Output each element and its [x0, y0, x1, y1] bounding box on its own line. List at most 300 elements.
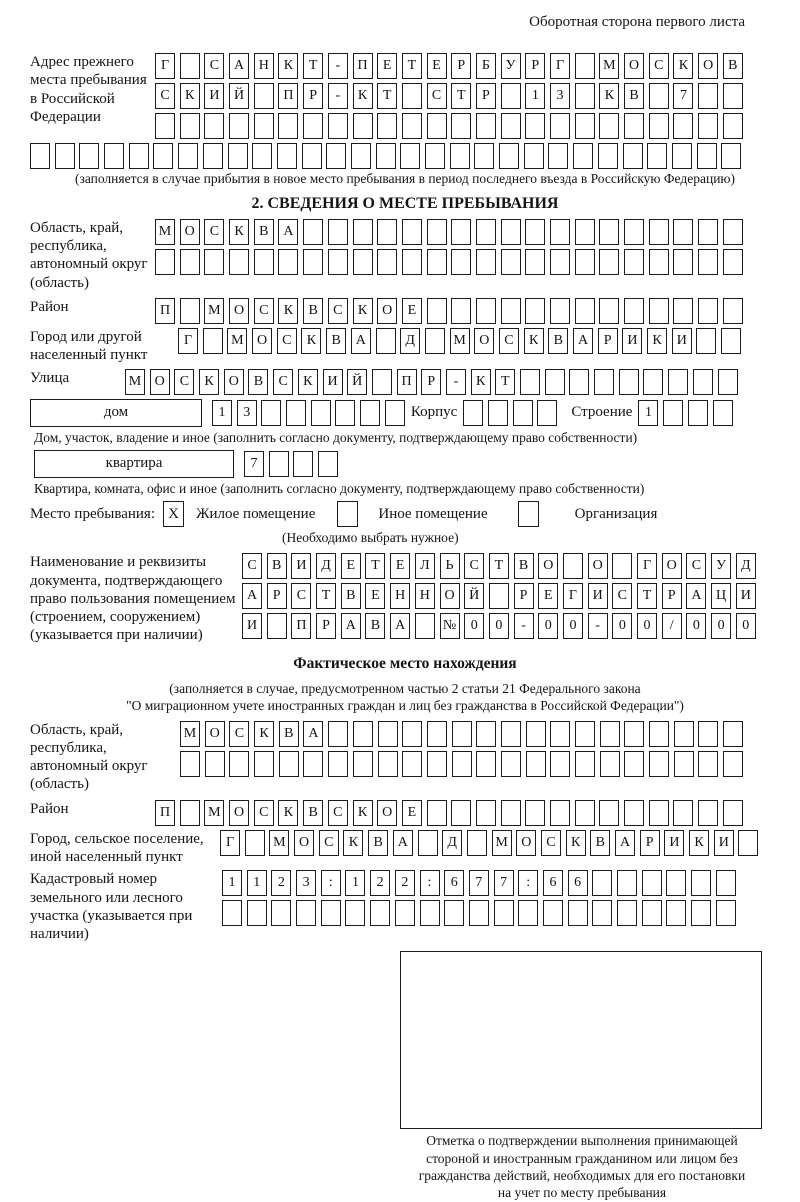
char-cell[interactable]: К — [343, 830, 363, 856]
char-cell[interactable]: 2 — [271, 870, 291, 896]
char-cell[interactable]: И — [204, 83, 224, 109]
char-cell[interactable] — [476, 249, 496, 275]
char-cell[interactable]: 6 — [543, 870, 563, 896]
char-cell[interactable]: 1 — [525, 83, 545, 109]
char-cell[interactable]: И — [672, 328, 692, 354]
char-cell[interactable] — [286, 400, 306, 426]
char-cell[interactable]: А — [242, 583, 262, 609]
char-cell[interactable]: 7 — [469, 870, 489, 896]
char-cell[interactable] — [353, 249, 373, 275]
char-cell[interactable]: И — [323, 369, 343, 395]
char-cell[interactable] — [252, 143, 272, 169]
char-cell[interactable] — [203, 143, 223, 169]
char-cell[interactable]: В — [267, 553, 287, 579]
char-cell[interactable]: О — [252, 328, 272, 354]
char-cell[interactable]: Р — [514, 583, 534, 609]
char-cell[interactable]: С — [686, 553, 706, 579]
char-cell[interactable] — [335, 400, 355, 426]
char-cell[interactable]: О — [624, 53, 644, 79]
char-cell[interactable] — [467, 830, 487, 856]
char-cell[interactable] — [525, 219, 545, 245]
char-cell[interactable] — [666, 870, 686, 896]
char-cell[interactable]: К — [353, 83, 373, 109]
char-cell[interactable]: : — [321, 870, 341, 896]
char-cell[interactable] — [575, 721, 595, 747]
char-cell[interactable]: : — [518, 870, 538, 896]
char-cell[interactable]: Е — [365, 583, 385, 609]
char-cell[interactable]: Н — [254, 53, 274, 79]
char-cell[interactable] — [205, 751, 225, 777]
char-cell[interactable] — [476, 219, 496, 245]
char-cell[interactable] — [698, 721, 718, 747]
char-cell[interactable] — [277, 143, 297, 169]
char-cell[interactable] — [303, 751, 323, 777]
char-cell[interactable] — [674, 751, 694, 777]
char-cell[interactable] — [427, 751, 447, 777]
char-cell[interactable] — [524, 143, 544, 169]
char-cell[interactable] — [668, 369, 688, 395]
char-cell[interactable]: О — [377, 298, 397, 324]
char-cell[interactable] — [180, 113, 200, 139]
char-cell[interactable]: С — [174, 369, 194, 395]
char-cell[interactable] — [691, 870, 711, 896]
char-cell[interactable] — [624, 721, 644, 747]
char-cell[interactable] — [377, 219, 397, 245]
char-cell[interactable] — [180, 249, 200, 275]
char-cell[interactable] — [672, 143, 692, 169]
char-cell[interactable]: О — [229, 800, 249, 826]
char-cell[interactable]: И — [714, 830, 734, 856]
char-cell[interactable] — [525, 298, 545, 324]
char-cell[interactable] — [415, 613, 435, 639]
char-cell[interactable] — [575, 219, 595, 245]
char-cell[interactable] — [254, 751, 274, 777]
char-cell[interactable] — [463, 400, 483, 426]
char-cell[interactable]: К — [353, 298, 373, 324]
char-cell[interactable] — [370, 900, 390, 926]
char-cell[interactable]: Е — [377, 53, 397, 79]
char-cell[interactable]: 7 — [673, 83, 693, 109]
char-cell[interactable] — [501, 249, 521, 275]
char-cell[interactable]: К — [689, 830, 709, 856]
char-cell[interactable] — [328, 751, 348, 777]
char-cell[interactable] — [427, 113, 447, 139]
char-cell[interactable] — [599, 298, 619, 324]
char-cell[interactable] — [476, 751, 496, 777]
char-cell[interactable] — [673, 113, 693, 139]
char-cell[interactable]: 6 — [568, 870, 588, 896]
char-cell[interactable] — [476, 298, 496, 324]
char-cell[interactable] — [444, 900, 464, 926]
char-cell[interactable] — [353, 113, 373, 139]
char-cell[interactable]: У — [501, 53, 521, 79]
char-cell[interactable] — [623, 143, 643, 169]
char-cell[interactable]: - — [328, 53, 348, 79]
char-cell[interactable]: П — [397, 369, 417, 395]
char-cell[interactable]: Т — [402, 53, 422, 79]
char-cell[interactable] — [376, 328, 396, 354]
char-cell[interactable] — [451, 298, 471, 324]
char-cell[interactable]: Р — [662, 583, 682, 609]
char-cell[interactable] — [451, 113, 471, 139]
char-cell[interactable]: М — [269, 830, 289, 856]
char-cell[interactable] — [328, 113, 348, 139]
char-cell[interactable] — [716, 900, 736, 926]
char-cell[interactable] — [543, 900, 563, 926]
char-cell[interactable] — [698, 113, 718, 139]
char-cell[interactable]: Л — [415, 553, 435, 579]
char-cell[interactable] — [303, 113, 323, 139]
char-cell[interactable]: Т — [377, 83, 397, 109]
char-cell[interactable]: Т — [489, 553, 509, 579]
char-cell[interactable] — [254, 113, 274, 139]
char-cell[interactable]: М — [125, 369, 145, 395]
char-cell[interactable] — [55, 143, 75, 169]
char-cell[interactable]: - — [328, 83, 348, 109]
char-cell[interactable] — [594, 369, 614, 395]
char-cell[interactable] — [229, 751, 249, 777]
char-cell[interactable]: Й — [464, 583, 484, 609]
char-cell[interactable] — [328, 721, 348, 747]
char-cell[interactable]: А — [393, 830, 413, 856]
char-cell[interactable]: О — [474, 328, 494, 354]
char-cell[interactable] — [155, 113, 175, 139]
char-cell[interactable] — [204, 249, 224, 275]
char-cell[interactable]: В — [303, 800, 323, 826]
char-cell[interactable] — [293, 451, 313, 477]
char-cell[interactable] — [624, 800, 644, 826]
char-cell[interactable] — [698, 298, 718, 324]
char-cell[interactable] — [649, 83, 669, 109]
char-cell[interactable] — [545, 369, 565, 395]
char-cell[interactable]: К — [278, 53, 298, 79]
char-cell[interactable] — [537, 400, 557, 426]
char-cell[interactable] — [420, 900, 440, 926]
char-cell[interactable] — [575, 800, 595, 826]
char-cell[interactable]: К — [298, 369, 318, 395]
char-cell[interactable]: 0 — [464, 613, 484, 639]
char-cell[interactable] — [598, 143, 618, 169]
char-cell[interactable]: Й — [347, 369, 367, 395]
char-cell[interactable]: К — [301, 328, 321, 354]
char-cell[interactable] — [663, 400, 683, 426]
char-cell[interactable] — [427, 721, 447, 747]
char-cell[interactable]: А — [341, 613, 361, 639]
char-cell[interactable]: Р — [476, 83, 496, 109]
char-cell[interactable] — [520, 369, 540, 395]
char-cell[interactable] — [721, 328, 741, 354]
char-cell[interactable] — [469, 900, 489, 926]
char-cell[interactable] — [321, 900, 341, 926]
char-cell[interactable] — [617, 900, 637, 926]
char-cell[interactable] — [501, 298, 521, 324]
char-cell[interactable] — [649, 219, 669, 245]
char-cell[interactable] — [550, 721, 570, 747]
char-cell[interactable]: 1 — [247, 870, 267, 896]
char-cell[interactable] — [153, 143, 173, 169]
char-cell[interactable] — [673, 298, 693, 324]
char-cell[interactable]: К — [599, 83, 619, 109]
char-cell[interactable]: - — [446, 369, 466, 395]
char-cell[interactable]: А — [686, 583, 706, 609]
char-cell[interactable]: С — [277, 328, 297, 354]
char-cell[interactable] — [400, 143, 420, 169]
char-cell[interactable] — [612, 553, 632, 579]
char-cell[interactable] — [738, 830, 758, 856]
char-cell[interactable]: В — [341, 583, 361, 609]
char-cell[interactable] — [351, 143, 371, 169]
char-cell[interactable]: О — [662, 553, 682, 579]
char-cell[interactable] — [575, 113, 595, 139]
char-cell[interactable]: 7 — [244, 451, 264, 477]
char-cell[interactable]: К — [471, 369, 491, 395]
char-cell[interactable] — [573, 143, 593, 169]
char-cell[interactable]: М — [450, 328, 470, 354]
char-cell[interactable]: А — [573, 328, 593, 354]
char-cell[interactable]: А — [229, 53, 249, 79]
char-cell[interactable]: М — [492, 830, 512, 856]
char-cell[interactable]: В — [624, 83, 644, 109]
char-cell[interactable]: В — [279, 721, 299, 747]
char-cell[interactable]: И — [736, 583, 756, 609]
char-cell[interactable]: М — [599, 53, 619, 79]
char-cell[interactable] — [501, 219, 521, 245]
char-cell[interactable]: 1 — [212, 400, 232, 426]
char-cell[interactable]: - — [588, 613, 608, 639]
char-cell[interactable]: Г — [550, 53, 570, 79]
char-cell[interactable] — [548, 143, 568, 169]
char-cell[interactable] — [494, 900, 514, 926]
char-cell[interactable] — [599, 800, 619, 826]
char-cell[interactable] — [203, 328, 223, 354]
char-cell[interactable]: И — [291, 553, 311, 579]
char-cell[interactable] — [624, 751, 644, 777]
organization-checkbox[interactable] — [518, 501, 539, 527]
char-cell[interactable]: С — [328, 800, 348, 826]
char-cell[interactable] — [697, 143, 717, 169]
char-cell[interactable] — [674, 721, 694, 747]
char-cell[interactable] — [723, 83, 743, 109]
char-cell[interactable]: Г — [220, 830, 240, 856]
char-cell[interactable]: Е — [427, 53, 447, 79]
char-cell[interactable]: О — [224, 369, 244, 395]
char-cell[interactable] — [501, 751, 521, 777]
char-cell[interactable] — [402, 721, 422, 747]
char-cell[interactable] — [229, 113, 249, 139]
char-cell[interactable]: О — [229, 298, 249, 324]
char-cell[interactable]: М — [180, 721, 200, 747]
char-cell[interactable]: К — [229, 219, 249, 245]
char-cell[interactable]: О — [294, 830, 314, 856]
char-cell[interactable]: 2 — [395, 870, 415, 896]
other-premises-checkbox[interactable] — [337, 501, 358, 527]
char-cell[interactable]: М — [227, 328, 247, 354]
char-cell[interactable] — [575, 751, 595, 777]
char-cell[interactable] — [385, 400, 405, 426]
char-cell[interactable] — [427, 298, 447, 324]
char-cell[interactable] — [353, 751, 373, 777]
char-cell[interactable]: Т — [316, 583, 336, 609]
char-cell[interactable]: У — [711, 553, 731, 579]
char-cell[interactable] — [617, 870, 637, 896]
char-cell[interactable] — [649, 800, 669, 826]
char-cell[interactable]: 1 — [345, 870, 365, 896]
char-cell[interactable] — [353, 219, 373, 245]
char-cell[interactable] — [489, 583, 509, 609]
char-cell[interactable]: А — [615, 830, 635, 856]
char-cell[interactable] — [619, 369, 639, 395]
char-cell[interactable]: В — [723, 53, 743, 79]
char-cell[interactable] — [328, 219, 348, 245]
char-cell[interactable] — [673, 219, 693, 245]
char-cell[interactable] — [723, 249, 743, 275]
char-cell[interactable] — [688, 400, 708, 426]
char-cell[interactable] — [568, 900, 588, 926]
char-cell[interactable]: К — [353, 800, 373, 826]
char-cell[interactable] — [698, 800, 718, 826]
char-cell[interactable]: - — [514, 613, 534, 639]
char-cell[interactable] — [488, 400, 508, 426]
char-cell[interactable] — [575, 53, 595, 79]
char-cell[interactable]: К — [254, 721, 274, 747]
char-cell[interactable] — [666, 900, 686, 926]
char-cell[interactable] — [247, 900, 267, 926]
char-cell[interactable]: О — [180, 219, 200, 245]
char-cell[interactable] — [599, 219, 619, 245]
char-cell[interactable] — [624, 113, 644, 139]
char-cell[interactable]: А — [390, 613, 410, 639]
char-cell[interactable] — [372, 369, 392, 395]
char-cell[interactable] — [723, 219, 743, 245]
char-cell[interactable] — [592, 870, 612, 896]
char-cell[interactable] — [311, 400, 331, 426]
char-cell[interactable]: О — [440, 583, 460, 609]
char-cell[interactable]: М — [204, 298, 224, 324]
char-cell[interactable] — [451, 249, 471, 275]
char-cell[interactable] — [245, 830, 265, 856]
char-cell[interactable] — [550, 113, 570, 139]
char-cell[interactable] — [649, 298, 669, 324]
char-cell[interactable] — [302, 143, 322, 169]
char-cell[interactable] — [696, 328, 716, 354]
char-cell[interactable] — [550, 298, 570, 324]
char-cell[interactable] — [427, 249, 447, 275]
char-cell[interactable] — [501, 113, 521, 139]
char-cell[interactable]: / — [662, 613, 682, 639]
char-cell[interactable] — [360, 400, 380, 426]
char-cell[interactable]: В — [548, 328, 568, 354]
char-cell[interactable]: Р — [640, 830, 660, 856]
char-cell[interactable]: К — [278, 800, 298, 826]
char-cell[interactable] — [377, 113, 397, 139]
char-cell[interactable]: П — [155, 298, 175, 324]
char-cell[interactable] — [501, 800, 521, 826]
char-cell[interactable]: С — [254, 298, 274, 324]
char-cell[interactable] — [222, 900, 242, 926]
char-cell[interactable] — [278, 113, 298, 139]
char-cell[interactable]: О — [588, 553, 608, 579]
char-cell[interactable] — [229, 249, 249, 275]
char-cell[interactable]: Е — [538, 583, 558, 609]
char-cell[interactable]: В — [368, 830, 388, 856]
char-cell[interactable] — [575, 298, 595, 324]
char-cell[interactable] — [525, 800, 545, 826]
char-cell[interactable]: И — [622, 328, 642, 354]
char-cell[interactable] — [254, 83, 274, 109]
char-cell[interactable]: Ь — [440, 553, 460, 579]
char-cell[interactable]: Р — [451, 53, 471, 79]
char-cell[interactable]: К — [566, 830, 586, 856]
char-cell[interactable] — [326, 143, 346, 169]
char-cell[interactable] — [518, 900, 538, 926]
char-cell[interactable]: К — [524, 328, 544, 354]
char-cell[interactable]: 0 — [538, 613, 558, 639]
char-cell[interactable]: А — [351, 328, 371, 354]
char-cell[interactable] — [427, 219, 447, 245]
char-cell[interactable] — [178, 143, 198, 169]
char-cell[interactable] — [563, 553, 583, 579]
char-cell[interactable]: О — [538, 553, 558, 579]
char-cell[interactable] — [180, 800, 200, 826]
char-cell[interactable] — [476, 721, 496, 747]
char-cell[interactable]: П — [291, 613, 311, 639]
char-cell[interactable]: В — [365, 613, 385, 639]
char-cell[interactable] — [691, 900, 711, 926]
char-cell[interactable] — [723, 113, 743, 139]
char-cell[interactable]: 0 — [612, 613, 632, 639]
char-cell[interactable] — [525, 249, 545, 275]
char-cell[interactable]: О — [516, 830, 536, 856]
char-cell[interactable] — [698, 751, 718, 777]
char-cell[interactable]: Б — [476, 53, 496, 79]
char-cell[interactable] — [450, 143, 470, 169]
char-cell[interactable]: 3 — [237, 400, 257, 426]
char-cell[interactable]: Д — [442, 830, 462, 856]
char-cell[interactable]: К — [647, 328, 667, 354]
char-cell[interactable]: В — [254, 219, 274, 245]
char-cell[interactable] — [642, 870, 662, 896]
char-cell[interactable] — [673, 800, 693, 826]
char-cell[interactable] — [79, 143, 99, 169]
char-cell[interactable]: В — [326, 328, 346, 354]
char-cell[interactable]: С — [291, 583, 311, 609]
char-cell[interactable] — [402, 113, 422, 139]
char-cell[interactable]: Г — [155, 53, 175, 79]
char-cell[interactable] — [377, 249, 397, 275]
char-cell[interactable] — [723, 721, 743, 747]
char-cell[interactable] — [649, 721, 669, 747]
char-cell[interactable] — [649, 249, 669, 275]
char-cell[interactable] — [180, 53, 200, 79]
char-cell[interactable]: О — [698, 53, 718, 79]
char-cell[interactable]: В — [248, 369, 268, 395]
char-cell[interactable] — [180, 751, 200, 777]
char-cell[interactable]: В — [514, 553, 534, 579]
char-cell[interactable]: С — [328, 298, 348, 324]
char-cell[interactable] — [723, 751, 743, 777]
char-cell[interactable] — [513, 400, 533, 426]
char-cell[interactable]: 0 — [637, 613, 657, 639]
char-cell[interactable]: С — [229, 721, 249, 747]
char-cell[interactable] — [649, 751, 669, 777]
char-cell[interactable] — [269, 451, 289, 477]
char-cell[interactable]: С — [242, 553, 262, 579]
char-cell[interactable]: П — [155, 800, 175, 826]
char-cell[interactable]: И — [664, 830, 684, 856]
char-cell[interactable] — [721, 143, 741, 169]
char-cell[interactable] — [624, 219, 644, 245]
char-cell[interactable]: Р — [303, 83, 323, 109]
